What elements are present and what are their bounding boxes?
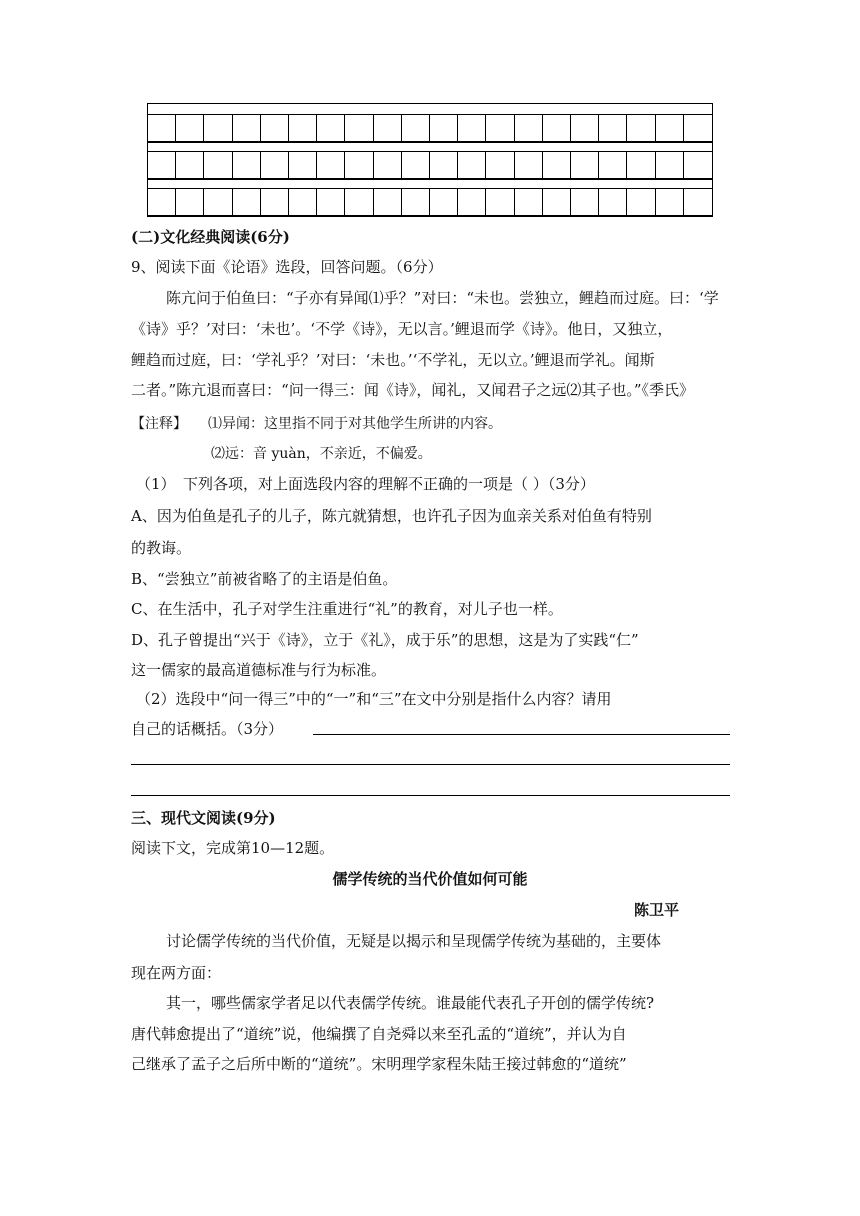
passage-line: 《诗》乎？’对曰：‘未也’。‘不学《诗》，无以言。’鲤退而学《诗》。他日，又独立，: [131, 320, 673, 338]
section-instruction: 阅读下文，完成第10—12题。: [131, 839, 335, 857]
answer-line[interactable]: [131, 764, 730, 765]
note-item: ⑵远：音 yuàn，不亲近，不偏爱。: [211, 446, 432, 462]
sub-question-1: （1） 下列各项，对上面选段内容的理解不正确的一项是（ ）（3分）: [136, 475, 595, 493]
answer-line[interactable]: [131, 795, 730, 796]
paragraph-line: 唐代韩愈提出了“道统”说，他编撰了自尧舜以来至孔孟的“道统”，并认为自: [131, 1025, 627, 1043]
option-d[interactable]: D、孔子曾提出“兴于《诗》，立于《礼》，成于乐”的思想，这是为了实践“仁”: [131, 631, 639, 649]
sub-question-2: （2）选段中“问一得三”中的“一”和“三”在文中分别是指什么内容？请用: [136, 690, 612, 708]
grid-row[interactable]: [148, 151, 712, 179]
answer-line[interactable]: [313, 734, 730, 735]
option-b[interactable]: B、“尝独立”前被省略了的主语是伯鱼。: [131, 570, 398, 588]
grid-band-3: [147, 178, 713, 217]
section-heading: (二)文化经典阅读(6分): [131, 228, 290, 246]
article-author: 陈卫平: [634, 901, 680, 919]
note-item: ⑴异闻：这里指不同于对其他学生所讲的内容。: [208, 416, 502, 432]
paragraph-line: 现在两方面：: [131, 964, 222, 982]
passage-line: 鲤趋而过庭，曰：‘学礼乎？’对曰：‘未也。’‘不学礼，无以立。’鲤退而学礼。闻斯: [131, 351, 655, 369]
passage-line: 陈亢问于伯鱼曰：“子亦有异闻⑴乎？”对曰：“未也。尝独立，鲤趋而过庭。曰：‘学: [166, 289, 719, 307]
grid-row[interactable]: [148, 188, 712, 216]
section-heading: 三、现代文阅读(9分): [131, 809, 276, 827]
paragraph-line: 讨论儒学传统的当代价值，无疑是以揭示和呈现儒学传统为基础的，主要体: [166, 932, 662, 950]
passage-line: 二者。”陈亢退而喜曰：“问一得三：闻《诗》，闻礼，又闻君子之远⑵其子也。”《季氏》: [131, 381, 695, 399]
option-a-cont: 的教诲。: [131, 539, 192, 557]
notes-label: 【注释】: [131, 416, 187, 432]
grid-row[interactable]: [148, 114, 712, 142]
paragraph-line: 其一，哪些儒家学者足以代表儒学传统。谁最能代表孔子开创的儒学传统?: [166, 994, 655, 1012]
grid-band-2: [147, 141, 713, 180]
option-a[interactable]: A、因为伯鱼是孔子的儿子，陈亢就猜想，也许孔子因为血亲关系对伯鱼有特别: [131, 507, 652, 525]
option-d-cont: 这一儒家的最高道德标准与行为标准。: [131, 661, 387, 679]
option-c[interactable]: C、在生活中，孔子对学生注重进行“礼”的教育，对儿子也一样。: [131, 600, 563, 618]
question-prompt: 9、阅读下面《论语》选段，回答问题。（6分）: [131, 258, 443, 276]
paragraph-line: 己继承了孟子之后所中断的“道统”。宋明理学家程朱陆王接过韩愈的“道统”: [131, 1055, 627, 1073]
article-title: 儒学传统的当代价值如何可能: [332, 870, 528, 888]
sub-question-2-cont: 自己的话概括。（3分）: [131, 720, 284, 738]
grid-band-1: [147, 103, 713, 143]
